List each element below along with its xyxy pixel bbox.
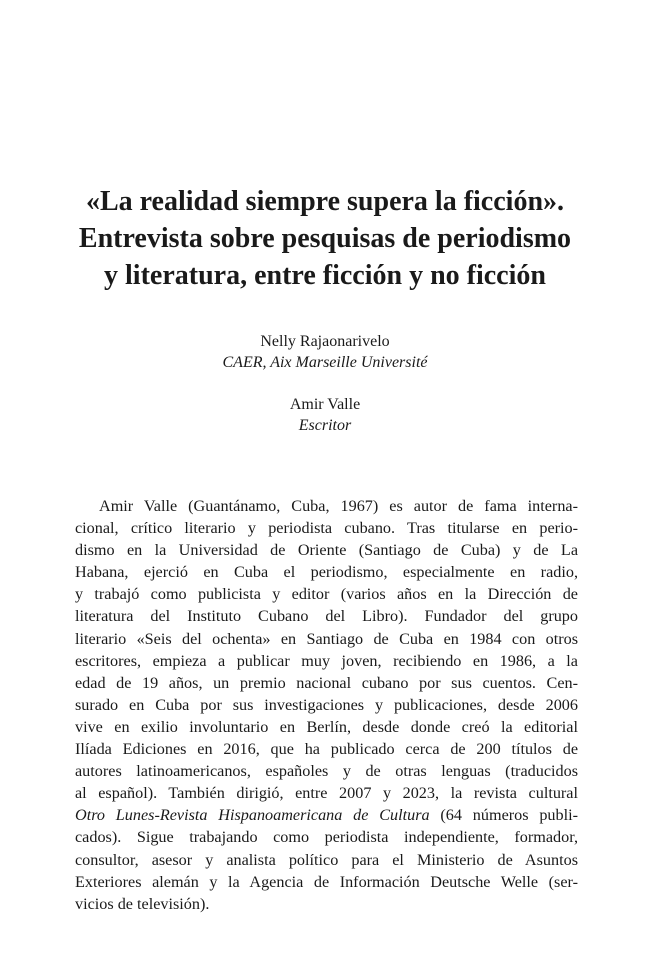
paragraph-line: vicios de televisión).: [75, 894, 210, 913]
title-line: Entrevista sobre pesquisas de periodismo: [78, 223, 572, 254]
paragraph-line: Exteriores alemán y la Agencia de Información Deutsche Welle (ser-: [75, 872, 578, 891]
paragraph-line: literario «Seis del ochenta» en Santiago de Cuba en 1984 con otros: [75, 629, 578, 648]
paragraph-line: edad de 19 años, un premio nacional cubano por sus cuentos. Cen-: [75, 673, 578, 692]
author-block: [0, 331, 650, 373]
article-title: [40, 183, 610, 294]
paragraph-line: cados). Sigue trabajando como periodista independiente, formador,: [75, 828, 578, 847]
paragraph-line: cional, crítico literario y periodista cubano. Tras titularse en perio-: [75, 519, 578, 538]
paragraph-line: al español). También dirigió, entre 2007 y 2023, la revista cultural: [75, 784, 578, 803]
paragraph-line: escritores, empieza a publicar muy joven, recibiendo en 1986, a la: [75, 651, 578, 670]
author-name: Nelly Rajaonarivelo: [260, 333, 390, 350]
author-block: [0, 394, 650, 436]
paragraph-line: surado en Cuba por sus investigaciones y publicaciones, desde 2006: [75, 695, 578, 714]
paragraph-line: consultor, asesor y analista político para el Ministerio de Asuntos: [75, 850, 578, 869]
line-text: (64 números publi-: [429, 806, 579, 825]
paragraph-line: literatura del Instituto Cubano del Libro). Fundador del grupo: [75, 607, 578, 626]
paragraph-line: [75, 804, 578, 826]
paragraph-line: vive en exilio involuntario en Berlín, desde donde creó la editorial: [75, 717, 578, 736]
author-name: Amir Valle: [289, 396, 361, 413]
paragraph-line: Amir Valle (Guantánamo, Cuba, 1967) es autor de fama interna-: [99, 497, 578, 515]
paragraph-line: Habana, ejerció en Cuba el periodismo, especialmente en radio,: [75, 563, 578, 582]
journal-title: Otro Lunes-Revista Hispanoamericana de Cultura: [75, 806, 430, 825]
author-affiliation: CAER, Aix Marseille Université: [222, 354, 428, 371]
paragraph-line: dismo en la Universidad de Oriente (Santiago de Cuba) y de La: [75, 541, 578, 560]
paragraph-line: y trabajó como publicista y editor (varios años en la Dirección de: [75, 585, 578, 604]
title-line: y literatura, entre ficción y no ficción: [104, 260, 546, 291]
body-paragraph: [75, 495, 578, 915]
author-affiliation: Escritor: [298, 417, 352, 434]
paragraph-line: autores latinoamericanos, españoles y de otras lenguas (traducidos: [75, 762, 578, 781]
title-line: «La realidad siempre supera la ficción».: [85, 186, 565, 217]
paragraph-line: Ilíada Ediciones en 2016, que ha publicado cerca de 200 títulos de: [75, 740, 578, 759]
